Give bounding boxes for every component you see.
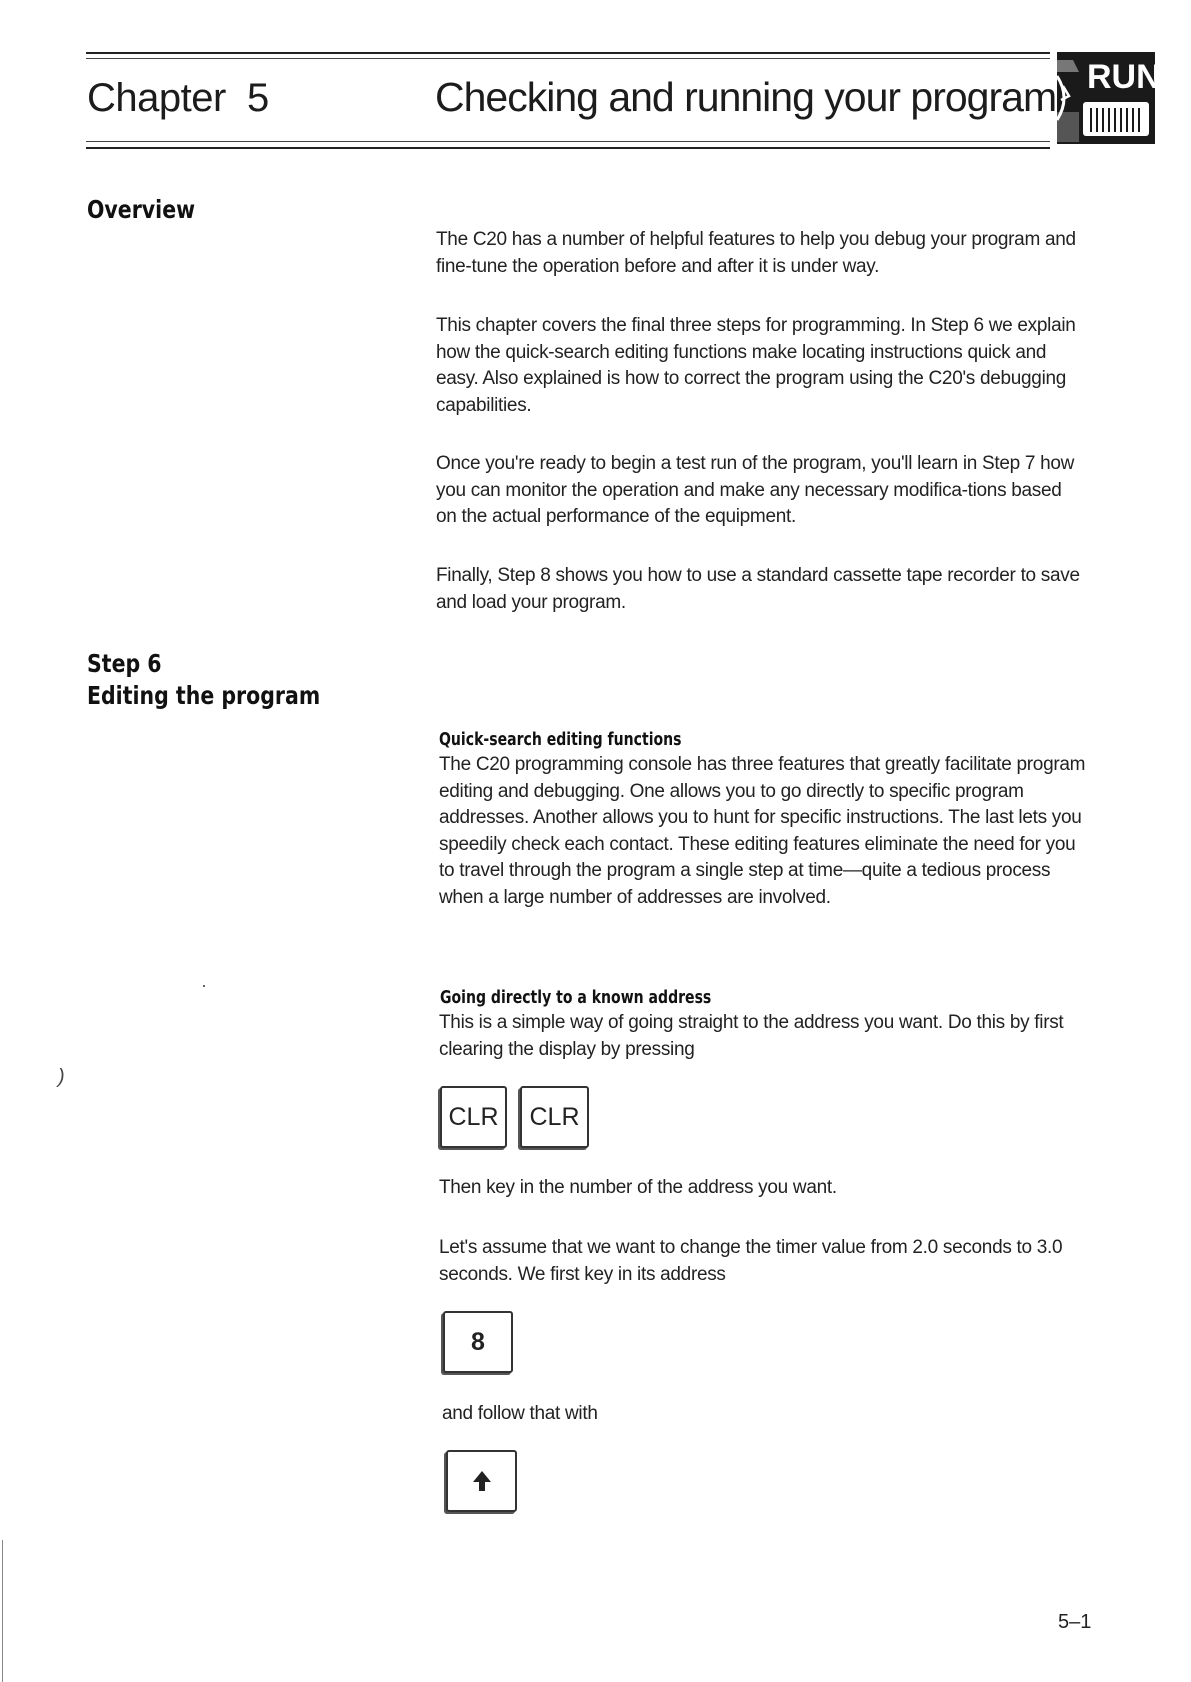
- clr-key: CLR: [440, 1086, 507, 1148]
- follow-text: and follow that with: [442, 1403, 598, 1424]
- header-rule-bottom-thick: [86, 147, 1050, 149]
- margin-mark: ): [58, 1066, 65, 1088]
- clr-key: CLR: [520, 1086, 589, 1148]
- chapter-title: Checking and running your program: [435, 74, 1057, 120]
- overview-paragraph: Finally, Step 8 shows you how to use a standard cassette tape recorder to save and load your program.: [436, 565, 1080, 613]
- left-edge-line: [2, 1540, 3, 1682]
- assume-text: Let's assume that we want to change the timer value from 2.0 seconds to 3.0 seconds. We first key in its address: [439, 1237, 1063, 1285]
- header-rule-top-thin: [86, 58, 1050, 59]
- up-arrow-icon: [471, 1469, 493, 1493]
- step-heading-number: Step 6: [87, 649, 162, 678]
- page-number: 5–1: [1058, 1611, 1092, 1633]
- key-8: 8: [443, 1311, 513, 1373]
- up-arrow-key: [446, 1450, 517, 1512]
- quick-search-body: The C20 programming console has three features that greatly facilitate program editing and debugging. One allows you to go directly to specific program addresses. Another allows you to hunt for specific instructions. The last lets you speedily check each contact. These editing features eliminate the need for you to travel through the program a single step at time—quite a tedious process when a large number of addresses are involved.: [439, 754, 1086, 908]
- quick-search-heading: Quick-search editing functions: [439, 729, 682, 750]
- header-rule-top: [86, 52, 1050, 54]
- step-heading-title: Editing the program: [87, 681, 321, 710]
- going-directly-heading: Going directly to a known address: [440, 987, 712, 1008]
- header-rule-bottom: [86, 141, 1050, 142]
- overview-paragraph: The C20 has a number of helpful features to help you debug your program and fine-tune the operation before and after it is under way.: [436, 229, 1076, 277]
- run-logo: [1055, 52, 1155, 144]
- overview-paragraph: This chapter covers the final three steps for programming. In Step 6 we explain how the quick-search editing functions make locating instructions quick and easy. Also explained is how to correct the program using the C20's debugging capabilities.: [436, 315, 1076, 416]
- overview-paragraph: Once you're ready to begin a test run of the program, you'll learn in Step 7 how you can monitor the operation and make any necessary modifica-tions based on the actual performance of the equipment.: [436, 453, 1075, 527]
- chapter-label: Chapter 5: [87, 76, 269, 120]
- run-logo-text: RUN: [1087, 58, 1155, 96]
- stray-dot: [203, 985, 205, 987]
- run-logo-graphic: [1055, 52, 1155, 144]
- then-key-text: Then key in the number of the address you want.: [439, 1177, 837, 1198]
- going-directly-body: This is a simple way of going straight to the address you want. Do this by first clearing the display by pressing: [439, 1012, 1064, 1060]
- overview-heading: Overview: [87, 195, 196, 224]
